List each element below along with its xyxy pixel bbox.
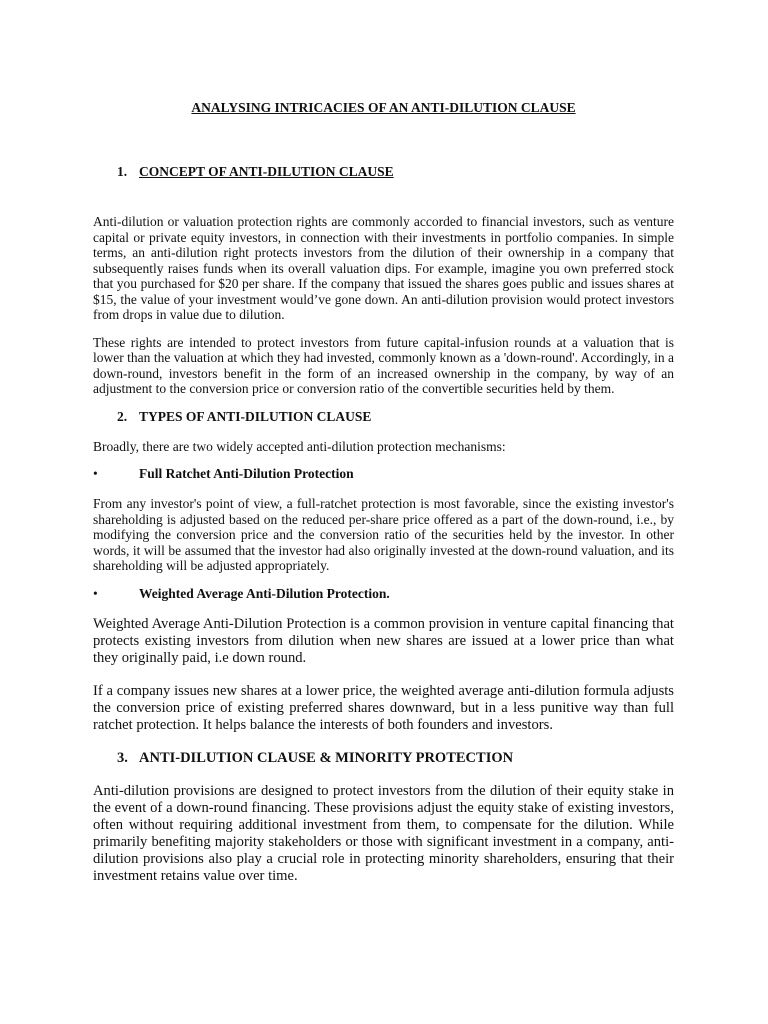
section-2-number: 2. bbox=[117, 408, 128, 424]
section-1-heading bbox=[117, 164, 674, 180]
document-body bbox=[93, 100, 674, 901]
bullet-dot-icon: • bbox=[93, 466, 98, 481]
section-2-paragraph-1: From any investor's point of view, a full-ratchet protection is most favorable, since the existing investor's shareholding is adjusted based on the reduced per-share price offered as a part of the down-round, i.e., by modifying the conversion price and the conversion ratio of the securities held by the investor. In other words, it will be assumed that the investor had also originally invested at the down-round valuation, and its shareholding will be adjusted appropriately. bbox=[93, 496, 674, 573]
section-2-heading bbox=[117, 409, 674, 425]
section-3-heading bbox=[117, 750, 674, 767]
section-1-paragraph-2: These rights are intended to protect investors from future capital-infusion rounds at a valuation that is lower than the valuation at which they had invested, commonly known as a 'down-round'. Accordingly, in a down-round, investors benefit in the form of an increased ownership in the company, by way of an adjustment to the conversion price or conversion ratio of the convertible securities held by them. bbox=[93, 334, 674, 396]
section-2-title: TYPES OF ANTI-DILUTION CLAUSE bbox=[139, 408, 372, 424]
section-3-title: ANTI-DILUTION CLAUSE & MINORITY PROTECTION bbox=[139, 749, 514, 766]
bullet-weighted-average-label: Weighted Average Anti-Dilution Protection. bbox=[139, 585, 390, 601]
section-1-title: CONCEPT OF ANTI-DILUTION CLAUSE bbox=[139, 164, 394, 179]
section-2-paragraph-3: If a company issues new shares at a lower price, the weighted average anti-dilution formula adjusts the conversion price of existing preferred shares downward, but in a less punitive way than full ratchet protection. It helps balance the interests of both founders and investors. bbox=[93, 682, 674, 733]
section-1-paragraph-1: Anti-dilution or valuation protection rights are commonly accorded to financial investors, such as venture capital or private equity investors, in connection with their investments in portfolio companies. In simple terms, an anti-dilution right protects investors from the dilution of their ownership in a company that subsequently raises funds when its overall valuation dips. For example, imagine you own preferred stock that you purchased for $20 per share. If the company that issued the shares goes public and issues shares at $15, the value of your investment would’ve gone down. An anti-dilution provision would protect investors from drops in value due to dilution. bbox=[93, 214, 674, 322]
section-2-intro: Broadly, there are two widely accepted anti-dilution protection mechanisms: bbox=[93, 438, 506, 454]
section-2-paragraph-2: Weighted Average Anti-Dilution Protection is a common provision in venture capital financing that protects existing investors from dilution when new shares are issued at a lower price than what they originally paid, i.e down round. bbox=[93, 615, 674, 666]
bullet-full-ratchet-label: Full Ratchet Anti-Dilution Protection bbox=[139, 466, 354, 481]
document-title: ANALYSING INTRICACIES OF AN ANTI-DILUTION CLAUSE bbox=[191, 100, 576, 115]
section-1-number: 1. bbox=[117, 164, 128, 179]
bullet-dot-icon: • bbox=[93, 585, 98, 601]
section-3-paragraph-1: Anti-dilution provisions are designed to protect investors from the dilution of their equity stake in the event of a down-round financing. These provisions adjust the equity stake of existing investors, often without requiring additional investment from them, to compensate for the dilution. While primarily benefiting majority stakeholders or those with significant investment in a company, anti-dilution provisions also play a crucial role in protecting minority shareholders, ensuring that their investment retains value over time. bbox=[93, 782, 674, 884]
section-3-number: 3. bbox=[117, 749, 128, 766]
bullet-full-ratchet bbox=[93, 466, 674, 482]
bullet-weighted-average bbox=[93, 586, 674, 602]
